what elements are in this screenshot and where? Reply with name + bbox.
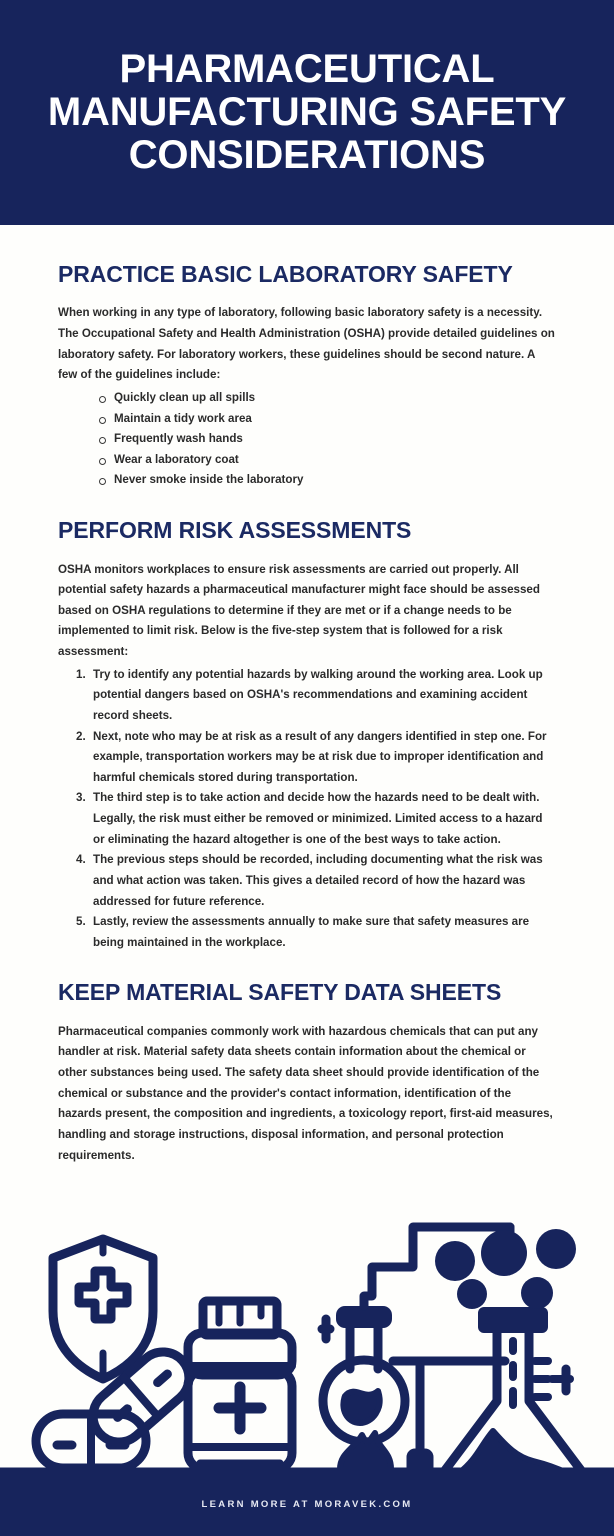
- bubbles-icon: [435, 1229, 576, 1309]
- section-heading: KEEP MATERIAL SAFETY DATA SHEETS: [58, 979, 502, 1006]
- list-item: Quickly clean up all spills: [98, 388, 556, 409]
- shield-medical-cross-icon: [53, 1239, 153, 1379]
- guidelines-bullet-list: [58, 388, 556, 491]
- content-area: [0, 225, 614, 1201]
- list-item: Never smoke inside the laboratory: [98, 470, 556, 491]
- section-heading: PERFORM RISK ASSESSMENTS: [58, 517, 412, 544]
- list-item: Wear a laboratory coat: [98, 450, 556, 471]
- section-paragraph: OSHA monitors workplaces to ensure risk assessments are carried out properly. All potential safety hazards a pharmaceutical manufacturer might face should be assessed based on OSHA regulations to determine if they are met or if a change needs to be implemented to limit risk. Below is the five-step system that is followed for a risk assessment:: [58, 562, 540, 658]
- erlenmeyer-flask-icon: [443, 1307, 583, 1473]
- list-item: Maintain a tidy work area: [98, 409, 556, 430]
- medicine-bottle-icon: [188, 1301, 292, 1469]
- footer-link-text[interactable]: LEARN MORE AT MORAVEK.COM: [201, 1499, 413, 1510]
- list-item: Try to identify any potential hazards by walking around the working area. Look up potential dangers based on OSHA's recommendations and examining accident record sheets.: [93, 667, 543, 722]
- pill-capsules-icon: [36, 1341, 200, 1468]
- page-title: PHARMACEUTICAL MANUFACTURING SAFETY CONSIDERATIONS: [47, 46, 567, 178]
- section-paragraph: Pharmaceutical companies commonly work with hazardous chemicals that can put any handler at risk. Material safety data sheets contain information about the chemical or other substances being used. The safety data sheet should provide identification of the chemical or substance and the provider's contact information, identification of the hazards present, the composition and ingredients, a toxicology report, first-aid measures, handling and storage instructions, disposal information, and personal protection requirements.: [58, 1024, 553, 1162]
- list-item: Next, note who may be at risk as a result of any dangers identified in step one. For example, transportation workers may be at risk due to improper identification and harmful chemicals stored during transportation.: [93, 729, 547, 784]
- list-item: The previous steps should be recorded, including documenting what the risk was and what action was taken. This gives a detailed record of how the hazard was addressed for future reference.: [93, 853, 543, 908]
- list-item: Lastly, review the assessments annually to make sure that safety measures are being maintained in the workplace.: [93, 915, 530, 949]
- laboratory-illustration: [0, 1201, 614, 1473]
- risk-assessment-step-list: [58, 665, 556, 954]
- section-perform-risk-assessments: [58, 517, 556, 953]
- list-item: Frequently wash hands: [98, 429, 556, 450]
- section-practice-basic-laboratory-safety: [58, 261, 556, 491]
- section-paragraph: When working in any type of laboratory, following basic laboratory safety is a necessity. The Occupational Safety and Health Administration (OSHA) provide detailed guidelines on laboratory safety. For laboratory workers, these guidelines should be second nature. A few of the guidelines include:: [58, 306, 555, 382]
- section-keep-material-safety-data-sheets: [58, 979, 556, 1166]
- footer-banner: [0, 1473, 614, 1536]
- list-item: The third step is to take action and decide how the hazards need to be dealt with. Legally, the risk must either be removed or minimized. Limited access to a hazard or eliminating the hazard altogether is one of the best ways to take action.: [93, 791, 543, 846]
- round-bottom-flask-icon: [322, 1306, 405, 1442]
- illustration-svg: [0, 1201, 614, 1473]
- header-banner: [0, 0, 614, 225]
- section-heading: PRACTICE BASIC LABORATORY SAFETY: [58, 261, 513, 287]
